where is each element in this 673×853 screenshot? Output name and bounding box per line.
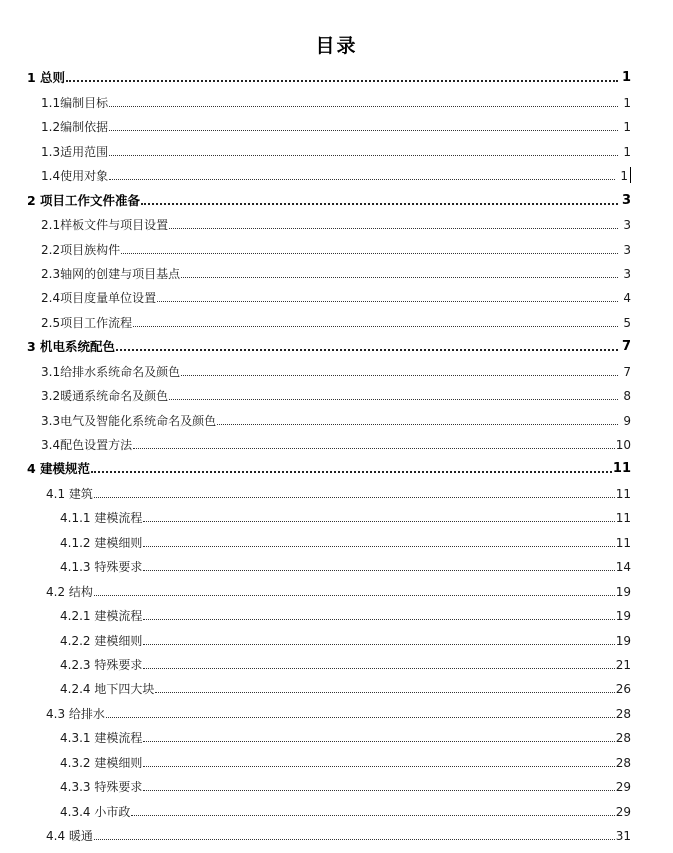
toc-entry[interactable]: [0, 748, 673, 772]
toc-entry[interactable]: [0, 577, 673, 601]
toc-entry[interactable]: [0, 675, 673, 699]
page-title: 目录: [315, 35, 358, 57]
dot-leader: [106, 717, 615, 718]
toc-entry[interactable]: [0, 455, 673, 479]
toc-entry-page-number: 3: [623, 218, 631, 233]
toc-entry-title: 4.3.4 小市政: [60, 804, 131, 819]
dot-leader: [116, 349, 618, 351]
toc-entry[interactable]: [0, 162, 673, 186]
toc-entry-page-number: 28: [615, 755, 631, 770]
toc-entry[interactable]: [0, 773, 673, 797]
toc-entry[interactable]: [0, 651, 673, 675]
dot-leader: [217, 424, 618, 425]
toc-entry-page-number: 8: [623, 389, 631, 404]
toc-entry-title: 1.1编制目标: [41, 95, 109, 110]
dot-leader: [143, 741, 614, 742]
dot-leader: [143, 644, 614, 645]
toc-entry-title: 2.2项目族构件: [41, 242, 121, 257]
toc-entry[interactable]: [0, 822, 673, 846]
toc-entry-page-number: 3: [623, 266, 631, 281]
toc-entry-page-number: 14: [615, 560, 631, 575]
dot-leader: [94, 595, 615, 596]
toc-entry-title: 3.3电气及智能化系统命名及颜色: [41, 413, 217, 428]
toc-entry-title: 4.1.1 建模流程: [60, 511, 143, 526]
toc-entry[interactable]: [0, 479, 673, 503]
toc-entry[interactable]: [0, 235, 673, 259]
toc-entry-title: 4.2.4 地下四大块: [60, 682, 155, 697]
table-of-contents: [0, 64, 673, 846]
dot-leader: [94, 497, 615, 498]
toc-entry-title: 3 机电系统配色: [27, 339, 116, 355]
toc-entry[interactable]: [0, 333, 673, 357]
toc-entry[interactable]: [0, 357, 673, 381]
toc-entry-title: 1.4使用对象: [41, 169, 109, 184]
toc-entry-page-number: 29: [615, 804, 631, 819]
dot-leader: [169, 399, 618, 400]
toc-entry-title: 4.3.3 特殊要求: [60, 780, 143, 795]
toc-entry[interactable]: [0, 88, 673, 112]
toc-entry-page-number: 29: [615, 780, 631, 795]
dot-leader: [109, 130, 618, 131]
toc-entry-title: 2.3轴网的创建与项目基点: [41, 266, 181, 281]
dot-leader: [169, 228, 618, 229]
toc-entry-title: 4.2 结构: [46, 584, 93, 599]
toc-entry-page-number: 11: [615, 511, 631, 526]
toc-entry-page-number: 1: [623, 95, 631, 110]
toc-entry[interactable]: [0, 137, 673, 161]
toc-entry-title: 4.2.3 特殊要求: [60, 657, 143, 672]
dot-leader: [91, 471, 612, 473]
toc-entry[interactable]: [0, 186, 673, 210]
dot-leader: [131, 815, 614, 816]
dot-leader: [141, 203, 618, 205]
dot-leader: [133, 326, 618, 327]
toc-entry-page-number: 19: [615, 633, 631, 648]
toc-entry-page-number: 3: [621, 192, 631, 208]
dot-leader: [133, 448, 615, 449]
toc-entry-title: 3.1给排水系统命名及颜色: [41, 364, 181, 379]
toc-entry-page-number: 11: [612, 461, 631, 477]
dot-leader: [66, 80, 618, 82]
toc-entry-title: 3.2暖通系统命名及颜色: [41, 389, 169, 404]
toc-entry-title: 4.1.3 特殊要求: [60, 560, 143, 575]
toc-entry[interactable]: [0, 406, 673, 430]
dot-leader: [143, 521, 614, 522]
toc-entry-page-number: 11: [615, 486, 631, 501]
toc-entry[interactable]: [0, 602, 673, 626]
toc-entry-page-number: 19: [615, 584, 631, 599]
toc-entry-title: 2.1样板文件与项目设置: [41, 218, 169, 233]
toc-entry-page-number: 7: [623, 364, 631, 379]
dot-leader: [143, 668, 614, 669]
dot-leader: [155, 692, 614, 693]
dot-leader: [143, 766, 614, 767]
toc-entry-page-number: 5: [623, 315, 631, 330]
toc-entry-page-number: 28: [615, 706, 631, 721]
toc-entry-page-number: 28: [615, 731, 631, 746]
toc-entry[interactable]: [0, 724, 673, 748]
toc-entry-title: 3.4配色设置方法: [41, 438, 133, 452]
toc-entry-title: 4.2.1 建模流程: [60, 609, 143, 624]
toc-entry-title: 4.2.2 建模细则: [60, 633, 143, 648]
dot-leader: [109, 106, 618, 107]
toc-entry-page-number: 10: [615, 438, 631, 452]
toc-entry-title: 2.5项目工作流程: [41, 315, 133, 330]
toc-entry-title: 4.3.1 建模流程: [60, 731, 143, 746]
toc-entry[interactable]: [0, 626, 673, 650]
toc-entry-title: 4 建模规范: [27, 461, 91, 477]
toc-entry-page-number: 11: [615, 535, 631, 550]
dot-leader: [157, 301, 618, 302]
dot-leader: [143, 570, 614, 571]
toc-entry-page-number: 9: [623, 413, 631, 428]
toc-entry-page-number: 1: [620, 169, 628, 184]
dot-leader: [181, 277, 618, 278]
toc-entry-page-number: 1: [623, 144, 631, 159]
toc-entry-title: 1.3适用范围: [41, 144, 109, 159]
toc-entry-title: 4.1.2 建模细则: [60, 535, 143, 550]
toc-entry-page-number: 7: [621, 339, 631, 355]
toc-entry-page-number: 4: [623, 291, 631, 306]
toc-entry-title: 4.3 给排水: [46, 706, 105, 721]
toc-entry[interactable]: [0, 64, 673, 88]
dot-leader: [109, 155, 618, 156]
toc-entry-page-number: 31: [615, 829, 631, 843]
toc-entry-title: 2.4项目度量单位设置: [41, 291, 157, 306]
dot-leader: [143, 790, 614, 791]
toc-entry[interactable]: [0, 504, 673, 528]
toc-entry[interactable]: [0, 431, 673, 455]
toc-entry[interactable]: [0, 260, 673, 284]
toc-entry-title: 2 项目工作文件准备: [27, 192, 141, 208]
toc-entry-page-number: 26: [615, 682, 631, 697]
toc-entry-page-number: 21: [615, 657, 631, 672]
toc-entry-page-number: 3: [623, 242, 631, 257]
toc-entry[interactable]: [0, 113, 673, 137]
dot-leader: [94, 839, 615, 840]
toc-entry[interactable]: [0, 382, 673, 406]
toc-entry[interactable]: [0, 308, 673, 332]
toc-entry[interactable]: [0, 699, 673, 723]
toc-entry[interactable]: [0, 284, 673, 308]
toc-entry-title: 4.3.2 建模细则: [60, 755, 143, 770]
toc-entry-title: 4.1 建筑: [46, 486, 93, 501]
dot-leader: [109, 179, 615, 180]
toc-entry-page-number: 19: [615, 609, 631, 624]
dot-leader: [181, 375, 618, 376]
toc-entry[interactable]: [0, 797, 673, 821]
toc-entry-page-number: 1: [621, 70, 631, 86]
toc-entry-title: 1.2编制依据: [41, 120, 109, 135]
dot-leader: [121, 253, 618, 254]
toc-entry-title: 4.4 暖通: [46, 829, 93, 843]
toc-entry[interactable]: [0, 553, 673, 577]
toc-entry[interactable]: [0, 211, 673, 235]
text-cursor: [630, 167, 631, 183]
dot-leader: [143, 619, 614, 620]
toc-entry-page-number: 1: [623, 120, 631, 135]
toc-entry[interactable]: [0, 528, 673, 552]
dot-leader: [143, 546, 614, 547]
toc-entry-title: 1 总则: [27, 70, 66, 86]
